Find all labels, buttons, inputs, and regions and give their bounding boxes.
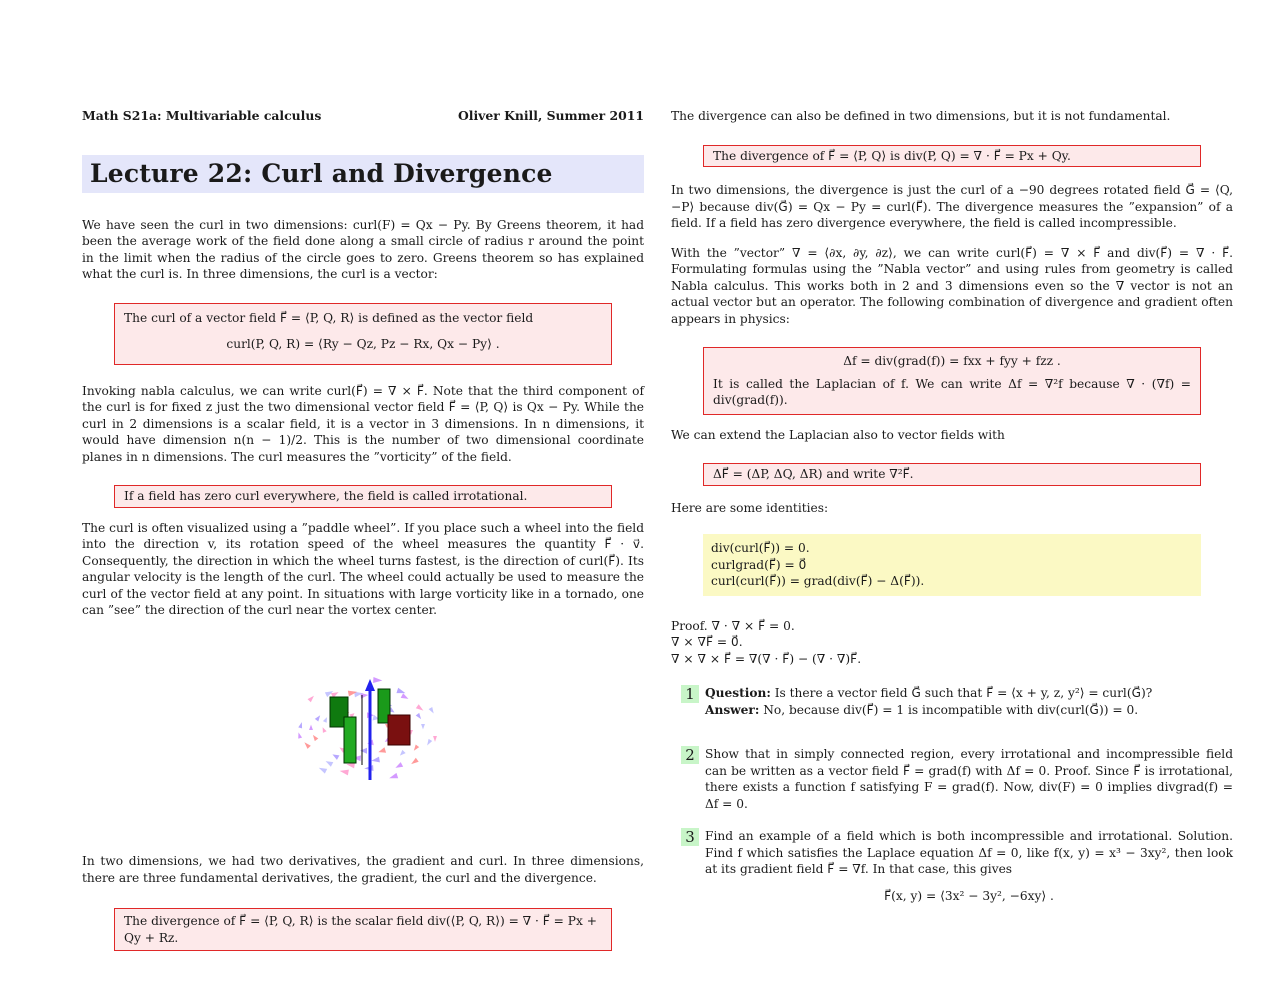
field-arrow [371, 757, 380, 763]
paddle-wheel-paragraph: The curl is often visualized using a ”paddle wheel”. If you place such a wheel into the field into the direction v, its rotation speed of the wheel measures the quantity F⃗ · v⃗. Consequently, the direction in which the wheel turns fastest, is the direction of curl(F⃗). Its angular velocity is the length of the curl. The wheel could actually be used to measure the curl of the vector field at any point. In situations with large vorticity like in a tornado, one can ”see” the direction of the curl near the vortex center. [82, 520, 644, 617]
proof-line: Proof. ∇ · ∇ × F⃗ = 0. [671, 618, 795, 633]
question-2 [681, 746, 1233, 812]
derivatives-paragraph: In two dimensions, we had two derivatives, the gradient and curl. In three dimensions, there are three fundamental derivatives, the gradient, the curl and the divergence. [82, 854, 644, 885]
field-arrow [326, 761, 334, 767]
field-arrow [378, 747, 386, 752]
divergence-2d-text: The divergence of F⃗ = ⟨P, Q⟩ is div(P, Q) = ∇ · F⃗ = Px + Qy. [713, 148, 1071, 163]
question-1 [681, 685, 1233, 718]
identity-item: div(curl(F⃗)) = 0. [711, 541, 810, 555]
answer-label: Answer: [705, 702, 760, 717]
field-arrow [414, 744, 419, 750]
field-arrow [396, 688, 405, 693]
identity-item: curlgrad(F⃗) = 0⃗ [711, 557, 807, 572]
curl-definition-text: The curl of a vector field F⃗ = ⟨P, Q, R⟩ is defined as the vector field [124, 310, 534, 325]
question-label: Question: [705, 686, 771, 700]
field-arrow [313, 735, 318, 741]
field-arrow [400, 750, 406, 756]
vortex-field-figure [292, 655, 442, 805]
gradient-field-formula: F⃗(x, y) = ⟨3x² − 3y², −6xy⟩ . [884, 888, 1054, 903]
field-arrow [308, 696, 314, 703]
field-arrow [401, 693, 409, 699]
field-arrow [298, 722, 302, 728]
question-3 [681, 828, 1233, 904]
author-term: Oliver Knill, Summer 2011 [457, 108, 644, 123]
nabla-paragraph: Invoking nabla calculus, we can write curl(F⃗) = ∇ × F⃗. Note that the third component of the curl is for fixed z just the two dimensional vector field F⃗ = ⟨P, Q⟩ is Qx − Py. While the curl in 2 dimensions is a scalar field, it is a vector in 3 dimensions. In n dimensions, it would have dimension n(n − 1)/2. This is the number of two dimensional coordinate planes in n dimensions. The curl measures the ”vorticity” of the field. [82, 383, 644, 464]
curl-formula: curl(P, Q, R) = ⟨Ry − Qz, Pz − Rx, Qx − Py⟩ . [226, 337, 500, 351]
laplacian-formula: Δf = div(grad(f)) = fxx + fyy + fzz . [843, 354, 1061, 368]
identities-intro: Here are some identities: [671, 500, 829, 515]
curl-definition-box [114, 303, 612, 365]
field-arrow [309, 725, 313, 730]
field-arrows [298, 677, 437, 778]
field-arrow [319, 768, 327, 774]
field-arrow [323, 717, 327, 723]
extend-text: We can extend the Laplacian also to vector fields with [671, 427, 1005, 442]
field-arrow [315, 715, 320, 721]
field-arrow [304, 742, 310, 749]
field-arrow [427, 739, 432, 746]
laplacian-text: It is called the Laplacian of f. We can write Δf = ∇²f because ∇ · (∇f) = div(grad(f)). [713, 376, 1191, 407]
field-arrow [298, 732, 302, 738]
right-column [671, 108, 1233, 904]
field-arrow [395, 762, 403, 768]
divergence-definition-box [114, 908, 612, 951]
laplacian-box [703, 347, 1201, 415]
vector-laplacian-text: ΔF⃗ = (ΔP, ΔQ, ΔR) and write ∇²F⃗. [713, 467, 914, 481]
question-text: Show that in simply connected region, every irrotational and incompressible field can be written as a vector field F⃗ = grad(f) with Δf = 0. Proof. Since F⃗ is irrotational, there exists a function f satisfying F = grad(f). Now, div(F) = 0 implies divgrad(f) = Δf = 0. [705, 747, 1233, 811]
irrotational-box [114, 485, 612, 508]
field-arrow [340, 770, 349, 776]
question-text: Is there a vector field G⃗ such that F⃗ = ⟨x + y, z, y²⟩ = curl(G⃗)? [774, 686, 1153, 700]
page-header [82, 108, 644, 125]
irrotational-text: If a field has zero curl everywhere, the field is called irrotational. [124, 489, 528, 503]
question-number: 1 [681, 685, 699, 703]
proof-block [671, 618, 1233, 668]
proof-line: ∇ × ∇F⃗ = 0⃗. [671, 635, 743, 649]
question-number: 2 [681, 746, 699, 764]
divergence-2d-box [703, 145, 1201, 168]
paddle-blade [344, 717, 356, 763]
lecture-title: Lecture 22: Curl and Divergence [82, 155, 644, 193]
field-arrow [360, 748, 367, 754]
divergence-2d-intro: The divergence can also be defined in two dimensions, but it is not fundamental. [671, 109, 1171, 123]
course-name: Math S21a: Multivariable calculus [82, 108, 322, 123]
identities-box [703, 534, 1201, 596]
question-number: 3 [681, 828, 699, 846]
divergence-2d-paragraph: In two dimensions, the divergence is just the curl of a −90 degrees rotated field G⃗ = ⟨Q, −P⟩ because div(G⃗) = Qx − Py = curl(F⃗). The divergence measures the ”expansion” of a field. If a field has zero divergence everywhere, the field is called incompressible. [671, 183, 1233, 230]
divergence-definition-text: The divergence of F⃗ = ⟨P, Q, R⟩ is the scalar field div(⟨P, Q, R⟩) = ∇ · F⃗ = Px + Qy + Rz. [124, 914, 597, 945]
field-arrow [416, 704, 424, 710]
nabla-calculus-paragraph: With the ”vector” ∇ = ⟨∂x, ∂y, ∂z⟩, we can write curl(F⃗) = ∇ × F⃗ and div(F⃗) = ∇ · F⃗. Formulating formulas using the ”Nabla vector” and using rules from geometry is called Nabla calculus. This works both in 2 and 3 dimensions even so the ∇ vector is not an actual vector but an operator. The following combination of divergence and gradient often appears in physics: [671, 245, 1233, 326]
field-arrow [411, 758, 419, 764]
field-arrow [373, 677, 382, 683]
left-column [82, 108, 644, 619]
field-arrow [416, 713, 421, 719]
field-arrow [429, 707, 434, 714]
answer-text: No, because div(F⃗) = 1 is incompatible with div(curl(G⃗)) = 0. [763, 702, 1139, 717]
identity-item: curl(curl(F⃗)) = grad(div(F⃗) − Δ(F⃗)). [711, 574, 925, 588]
field-arrow [433, 736, 437, 742]
intro-paragraph: We have seen the curl in two dimensions: curl(F) = Qx − Py. By Greens theorem, it had been the average work of the field done along a small circle of radius r around the point in the limit when the radius of the circle goes to zero. Greens theorem so has explained what the curl is. In three dimensions, the curl is a vector: [82, 217, 644, 281]
field-arrow [421, 724, 425, 729]
paddle-blade [388, 715, 410, 745]
field-arrow [332, 754, 339, 760]
left-bottom [82, 853, 644, 951]
vector-laplacian-box [703, 463, 1201, 486]
field-arrow [323, 727, 327, 733]
question-text: Find an example of a field which is both incompressible and irrotational. Solution. Find f which satisfies the Laplace equation Δf = 0, like f(x, y) = x³ − 3xy², then look at its gradient field F⃗ = ∇f. In that case, this gives [705, 829, 1233, 876]
field-arrow [389, 773, 398, 778]
proof-line: ∇ × ∇ × F⃗ = ∇(∇ · F⃗) − (∇ · ∇)F⃗. [671, 651, 862, 666]
